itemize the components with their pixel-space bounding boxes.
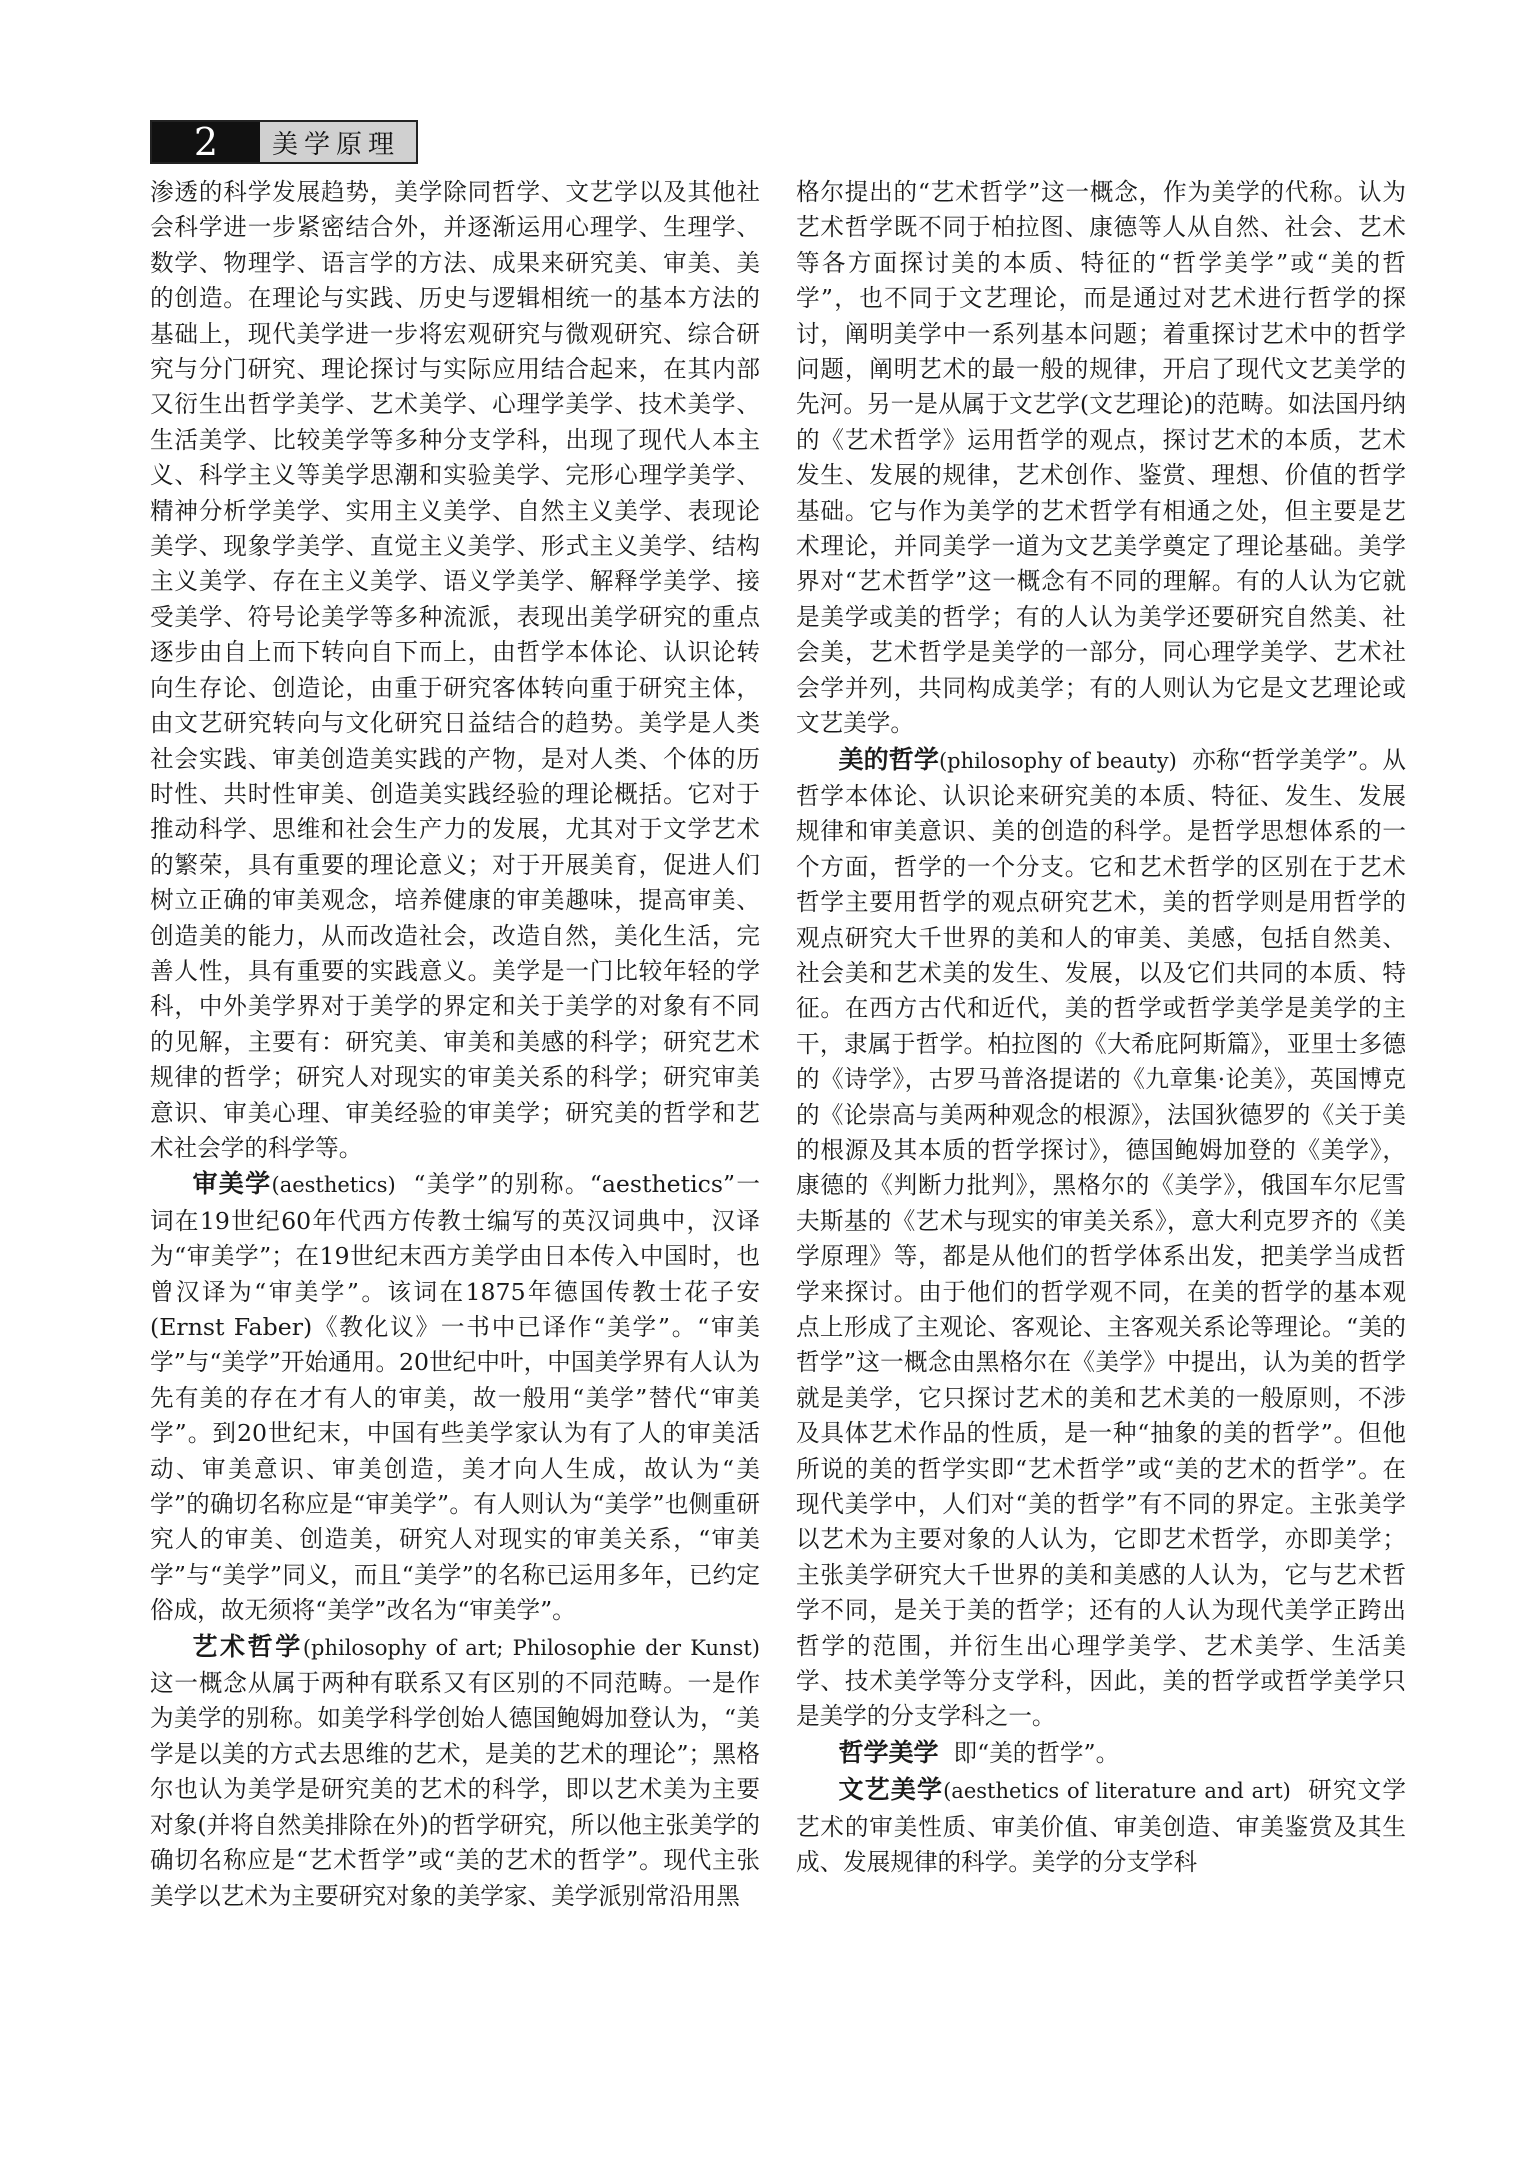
entry-term: 艺术哲学 [192,1631,303,1661]
text-columns [150,175,1406,2060]
entry-body: 这一概念从属于两种有联系又有区别的不同范畴。一是作为美学的别称。如美学科学创始人德国鲍姆加登认为，“美学是以美的方式去思维的艺术，是美的艺术的理论”；黑格尔也认为美学是研究美的艺术的科学，即以艺术美为主要对象(并将自然美排除在外)的哲学研究，所以他主张美学的确切名称应是“艺术哲学”或“美的艺术的哲学”。现代主张美学以艺术为主要研究对象的美学家、美学派别常沿用黑 [150,1669,760,1910]
left-column [150,175,760,2060]
entry-body: 研究文学艺术的审美性质、审美价值、审美创造、审美鉴赏及其生成、发展规律的科学。美学的分支学科 [796,1776,1406,1877]
page-number: 2 [152,122,260,162]
entry-term: 文艺美学 [838,1775,944,1805]
entry-term-foreign: (philosophy of art; Philosophie der Kunst) [302,1635,760,1660]
page-header [150,120,418,164]
entry-zhexue-meixue [796,1735,1406,1772]
continued-paragraph: 渗透的科学发展趋势，美学除同哲学、文艺学以及其他社会科学进一步紧密结合外，并逐渐运用心理学、生理学、数学、物理学、语言学的方法、成果来研究美、审美、美的创造。在理论与实践、历史与逻辑相统一的基本方法的基础上，现代美学进一步将宏观研究与微观研究、综合研究与分门研究、理论探讨与实际应用结合起来，在其内部又衍生出哲学美学、艺术美学、心理学美学、技术美学、生活美学、比较美学等多种分支学科，出现了现代人本主义、科学主义等美学思潮和实验美学、完形心理学美学、精神分析学美学、实用主义美学、自然主义美学、表现论美学、现象学美学、直觉主义美学、形式主义美学、结构主义美学、存在主义美学、语义学美学、解释学美学、接受美学、符号论美学等多种流派，表现出美学研究的重点逐步由自上而下转向自下而上，由哲学本体论、认识论转向生存论、创造论，由重于研究客体转向重于研究主体，由文艺研究转向与文化研究日益结合的趋势。美学是人类社会实践、审美创造美实践的产物，是对人类、个体的历时性、共时性审美、创造美实践经验的理论概括。它对于推动科学、思维和社会生产力的发展，尤其对于文学艺术的繁荣，具有重要的理论意义；对于开展美育，促进人们树立正确的审美观念，培养健康的审美趣味，提高审美、创造美的能力，从而改造社会，改造自然，美化生活，完善人性，具有重要的实践意义。美学是一门比较年轻的学科，中外美学界对于美学的界定和关于美学的对象有不同的见解，主要有：研究美、审美和美感的科学；研究艺术规律的哲学；研究人对现实的审美关系的科学；研究审美意识、审美心理、审美经验的审美学；研究美的哲学和艺术社会学的科学等。 [150,178,760,1162]
entry-term-foreign: (philosophy of beauty) [938,748,1177,773]
entry-body: 即“美的哲学”。 [953,1738,1120,1767]
entry-term-foreign: (aesthetics) [271,1173,396,1198]
entry-term: 哲学美学 [838,1737,939,1767]
right-column [796,175,1406,2060]
entry-meide-zhexue [796,742,1406,1735]
entry-shenmeixue [150,1166,760,1628]
entry-wenyi-meixue [796,1772,1406,1880]
running-title: 美学原理 [260,122,416,162]
entry-term: 审美学 [192,1169,272,1199]
entry-term: 美的哲学 [838,744,939,774]
entry-body: 亦称“哲学美学”。从哲学本体论、认识论来研究美的本质、特征、发生、发展规律和审美意识、美的创造的科学。是哲学思想体系的一个方面，哲学的一个分支。它和艺术哲学的区别在于艺术哲学主要用哲学的观点研究艺术，美的哲学则是用哲学的观点研究大千世界的美和人的审美、美感，包括自然美、社会美和艺术美的发生、发展，以及它们共同的本质、特征。在西方古代和近代，美的哲学或哲学美学是美学的主干，隶属于哲学。柏拉图的《大希庇阿斯篇》，亚里士多德的《诗学》，古罗马普洛提诺的《九章集·论美》，英国博克的《论崇高与美两种观念的根源》，法国狄德罗的《关于美的根源及其本质的哲学探讨》，德国鲍姆加登的《美学》，康德的《判断力批判》，黑格尔的《美学》，俄国车尔尼雪夫斯基的《艺术与现实的审美关系》，意大利克罗齐的《美学原理》等，都是从他们的哲学体系出发，把美学当成哲学来探讨。由于他们的哲学观不同，在美的哲学的基本观点上形成了主观论、客观论、主客观关系论等理论。“美的哲学”这一概念由黑格尔在《美学》中提出，认为美的哲学就是美学，它只探讨艺术的美和艺术美的一般原则，不涉及具体艺术作品的性质，是一种“抽象的美的哲学”。但他所说的美的哲学实即“艺术哲学”或“美的艺术的哲学”。在现代美学中，人们对“美的哲学”有不同的界定。主张美学以艺术为主要对象的人认为，它即艺术哲学，亦即美学；主张美学研究大千世界的美和美感的人认为，它与艺术哲学不同，是关于美的哲学；还有的人认为现代美学正跨出哲学的范围，并衍生出心理学美学、艺术美学、生活美学、技术美学等分支学科，因此，美的哲学或哲学美学只是美学的分支学科之一。 [796,745,1406,1731]
entry-term-foreign: (aesthetics of literature and art) [943,1779,1291,1804]
entry-yishu-zhexue [150,1629,760,1914]
continued-paragraph: 格尔提出的“艺术哲学”这一概念，作为美学的代称。认为艺术哲学既不同于柏拉图、康德等人从自然、社会、艺术等各方面探讨美的本质、特征的“哲学美学”或“美的哲学”，也不同于文艺理论，而是通过对艺术进行哲学的探讨，阐明美学中一系列基本问题；着重探讨艺术中的哲学问题，阐明艺术的最一般的规律，开启了现代文艺美学的先河。另一是从属于文艺学(文艺理论)的范畴。如法国丹纳的《艺术哲学》运用哲学的观点，探讨艺术的本质，艺术发生、发展的规律，艺术创作、鉴赏、理想、价值的哲学基础。它与作为美学的艺术哲学有相通之处，但主要是艺术理论，并同美学一道为文艺美学奠定了理论基础。美学界对“艺术哲学”这一概念有不同的理解。有的人认为它就是美学或美的哲学；有的人认为美学还要研究自然美、社会美，艺术哲学是美学的一部分，同心理学美学、艺术社会学并列，共同构成美学；有的人则认为它是文艺理论或文艺美学。 [796,178,1406,738]
entry-body: “美学”的别称。“aesthetics”一词在19世纪60年代西方传教士编写的英汉词典中，汉译为“审美学”；在19世纪末西方美学由日本传入中国时，也曾汉译为“审美学”。该词在1875年德国传教士花子安(Ernst Faber)《教化议》一书中已译作“美学”。“审美学”与“美学”开始通用。20世纪中叶，中国美学界有人认为先有美的存在才有人的审美，故一般用“美学”替代“审美学”。到20世纪末，中国有些美学家认为有了人的审美活动、审美意识、审美创造，美才向人生成，故认为“美学”的确切名称应是“审美学”。有人则认为“美学”也侧重研究人的审美、创造美，研究人对现实的审美关系，“审美学”与“美学”同义，而且“美学”的名称已运用多年，已约定俗成，故无须将“美学”改名为“审美学”。 [150,1170,760,1625]
